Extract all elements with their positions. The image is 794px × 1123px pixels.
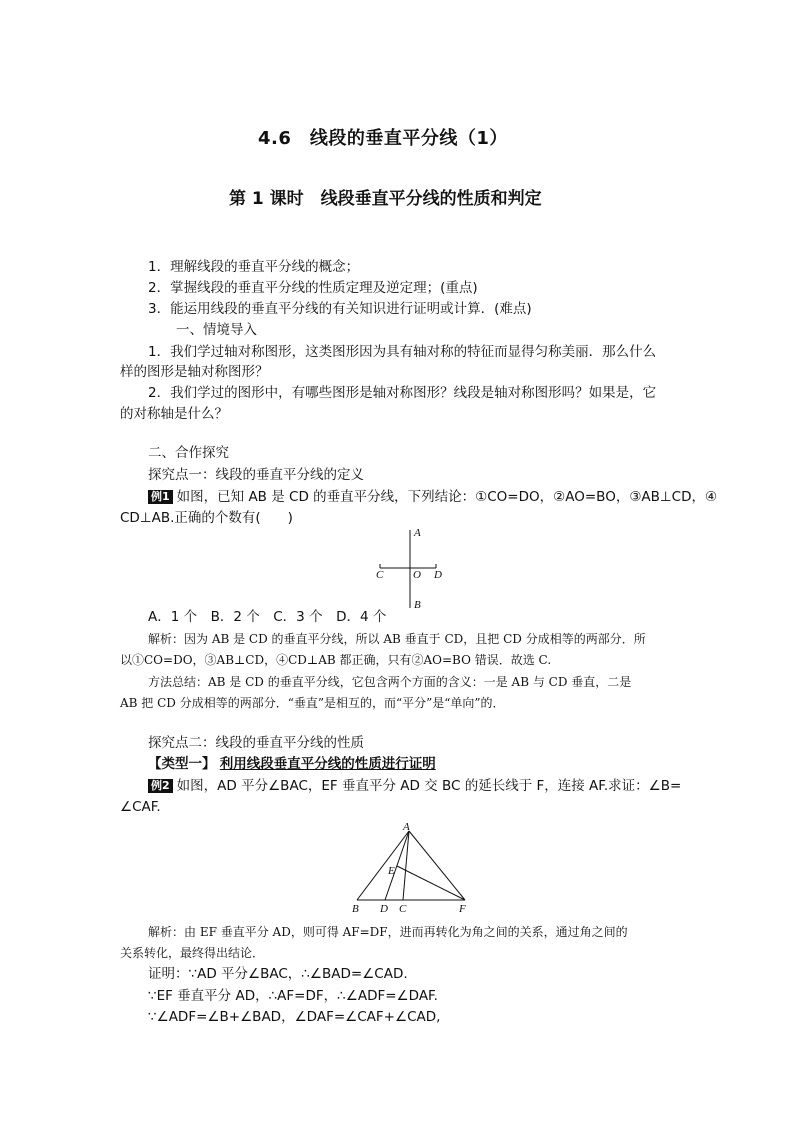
example1-analysis-line2: 以①CO=DO，③AB⊥CD，④CD⊥AB 都正确，只有②AO=BO 错误．故选 C. <box>120 653 552 667</box>
type1-title: 利用线段垂直平分线的性质进行证明 <box>219 756 436 772</box>
section2-heading: 二、合作探究 <box>148 445 229 461</box>
objective-3: 3．能运用线段的垂直平分线的有关知识进行证明或计算．(难点) <box>148 301 532 317</box>
question2-line1: 2．我们学过的图形中，有哪些图形是轴对称图形？线段是轴对称图形吗？如果是，它 <box>148 385 657 401</box>
explore-point-1: 探究点一：线段的垂直平分线的定义 <box>148 467 364 483</box>
segment-ac <box>403 831 409 900</box>
label-e2: E <box>388 865 395 877</box>
example2-text: 如图，AD 平分∠BAC，EF 垂直平分 AD 交 BC 的延长线于 F，连接 AF.求证：∠B= <box>176 778 682 794</box>
example1-options: A．1 个 B．2 个 C．3 个 D．4 个 <box>148 609 387 625</box>
objective-1: 1．理解线段的垂直平分线的概念； <box>148 259 360 275</box>
example2-line1 <box>148 776 681 797</box>
label-b: B <box>414 599 421 611</box>
question2-line2: 的对称轴是什么？ <box>120 406 228 422</box>
question1-line2: 样的图形是轴对称图形？ <box>120 364 269 380</box>
label-o: O <box>413 569 421 581</box>
example1-method-line2: AB 把 CD 分成相等的两部分．“垂直”是相互的，而“平分”是“单向”的． <box>120 696 505 710</box>
page-title: 4.6 线段的垂直平分线（1） <box>258 128 508 149</box>
segment-ab <box>357 831 409 900</box>
page-subtitle: 第 1 课时 线段垂直平分线的性质和判定 <box>229 189 542 209</box>
section1-heading: 一、情境导入 <box>176 322 257 338</box>
example2-analysis-line2: 关系转化，最终得出结论． <box>120 946 265 960</box>
example1-line2: CD⊥AB.正确的个数有( ) <box>120 510 293 526</box>
objective-2: 2．掌握线段的垂直平分线的性质定理及逆定理；(重点) <box>148 280 478 296</box>
label-c2: C <box>399 903 407 915</box>
example2-badge: 例2 <box>148 779 173 793</box>
type1-tag: 【类型一】 <box>148 756 216 772</box>
label-a2: A <box>403 821 410 833</box>
label-c: C <box>376 569 384 581</box>
label-d2: D <box>380 903 388 915</box>
figure-2-triangle <box>345 820 475 916</box>
label-b2: B <box>352 903 359 915</box>
label-f2: F <box>459 903 466 915</box>
question1-line1: 1．我们学过轴对称图形，这类图形因为具有轴对称的特征而显得匀称美丽．那么什么 <box>148 344 657 360</box>
type1-heading <box>148 754 436 775</box>
segment-af <box>409 831 465 900</box>
proof-line1: 证明：∵AD 平分∠BAC，∴∠BAD=∠CAD. <box>148 966 408 982</box>
example1-line1 <box>148 487 717 508</box>
figure-1-perpendicular <box>370 524 450 614</box>
example1-method-line1: 方法总结：AB 是 CD 的垂直平分线，它包含两个方面的含义：一是 AB 与 CD 垂直，二是 <box>148 675 632 689</box>
explore-point-2: 探究点二：线段的垂直平分线的性质 <box>148 735 364 751</box>
segment-ef <box>397 866 465 900</box>
proof-line2: ∵EF 垂直平分 AD，∴AF=DF，∴∠ADF=∠DAF. <box>148 988 438 1004</box>
label-d: D <box>434 569 442 581</box>
proof-line3: ∵∠ADF=∠B+∠BAD，∠DAF=∠CAF+∠CAD, <box>148 1009 441 1025</box>
example1-text: 如图，已知 AB 是 CD 的垂直平分线，下列结论：①CO=DO，②AO=BO，③AB⊥CD，④ <box>176 489 718 505</box>
example2-analysis-line1: 解析：由 EF 垂直平分 AD，则可得 AF=DF，进而再转化为角之间的关系，通过角之间的 <box>148 925 628 939</box>
example1-badge: 例1 <box>148 490 173 504</box>
label-a: A <box>414 527 421 539</box>
example1-analysis-line1: 解析：因为 AB 是 CD 的垂直平分线，所以 AB 垂直于 CD，且把 CD 分成相等的两部分．所 <box>148 632 646 646</box>
example2-line2: ∠CAF. <box>120 799 161 815</box>
